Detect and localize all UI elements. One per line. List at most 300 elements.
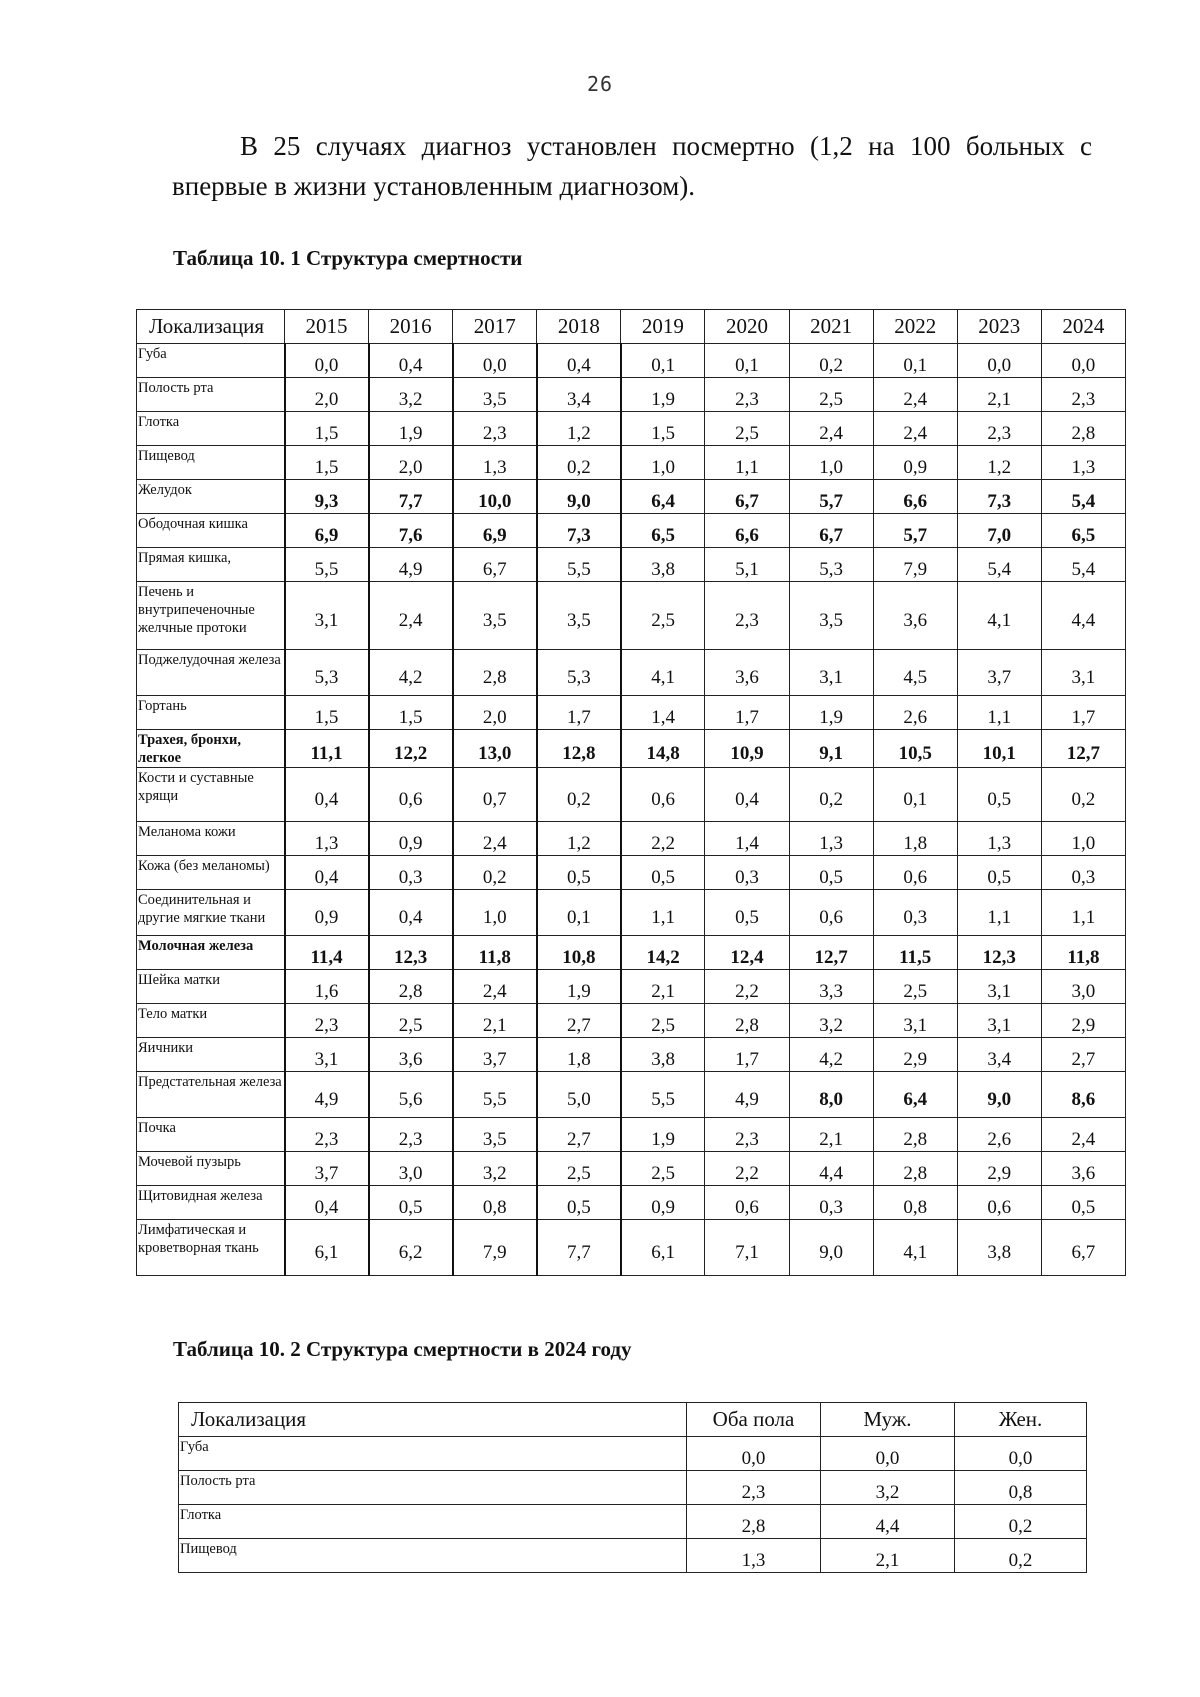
table1-row [137,856,1126,890]
table1-cell: 2,4 [873,412,957,446]
table1-cell: 2,3 [1041,378,1125,412]
table1-cell: 0,6 [369,768,453,822]
table2-row-label: Полость рта [179,1471,687,1505]
table1-cell: 1,3 [957,822,1041,856]
table1-cell: 1,1 [957,890,1041,936]
table1-cell: 0,4 [285,1186,369,1220]
table1-cell: 7,7 [369,480,453,514]
table1-header-year: 2021 [789,310,873,344]
table1-cell: 2,2 [705,970,789,1004]
table1-row [137,446,1126,480]
table1-cell: 13,0 [453,730,537,768]
table1-cell: 2,8 [873,1118,957,1152]
table1-cell: 1,1 [705,446,789,480]
table1-cell: 0,2 [789,768,873,822]
table1-cell: 14,8 [621,730,705,768]
table1-cell: 6,9 [453,514,537,548]
table1-cell: 0,6 [873,856,957,890]
table1-cell: 0,5 [537,1186,621,1220]
table1-row [137,412,1126,446]
table1-row [137,1004,1126,1038]
table1-cell: 2,8 [1041,412,1125,446]
table1-cell: 0,9 [369,822,453,856]
table1-cell: 4,1 [873,1220,957,1276]
table1-header-row [137,310,1126,344]
table1-header-year: 2023 [957,310,1041,344]
table1-cell: 6,1 [621,1220,705,1276]
table1-cell: 3,1 [957,970,1041,1004]
table1-cell: 1,5 [285,446,369,480]
table1-cell: 3,2 [369,378,453,412]
table1-cell: 1,3 [1041,446,1125,480]
table1-cell: 2,8 [705,1004,789,1038]
table1-cell: 6,7 [453,548,537,582]
table1-header-year: 2022 [873,310,957,344]
table1-cell: 12,3 [369,936,453,970]
table1-cell: 2,0 [453,696,537,730]
table1-cell: 11,8 [1041,936,1125,970]
table1-cell: 2,1 [789,1118,873,1152]
table1-cell: 7,3 [957,480,1041,514]
table2-cell: 0,2 [955,1539,1087,1573]
table1-cell: 1,5 [369,696,453,730]
table1-row-label: Поджелудочная железа [137,650,285,696]
table1-cell: 2,3 [285,1004,369,1038]
table1-cell: 2,4 [453,970,537,1004]
table1-cell: 1,9 [369,412,453,446]
table1-cell: 2,3 [705,1118,789,1152]
table1-cell: 9,0 [789,1220,873,1276]
table1-cell: 2,7 [537,1118,621,1152]
table1-cell: 11,5 [873,936,957,970]
table1-cell: 4,9 [285,1072,369,1118]
table1-cell: 2,3 [705,582,789,650]
table1-row-label: Шейка матки [137,970,285,1004]
table1-cell: 1,1 [957,696,1041,730]
table1-cell: 2,0 [285,378,369,412]
table1-cell: 0,3 [1041,856,1125,890]
table1-cell: 4,5 [873,650,957,696]
table1-cell: 2,3 [453,412,537,446]
table1-cell: 5,7 [789,480,873,514]
table1-cell: 2,5 [873,970,957,1004]
table1-cell: 3,8 [621,1038,705,1072]
table1-cell: 0,2 [453,856,537,890]
table1-cell: 0,2 [537,768,621,822]
table1-cell: 6,1 [285,1220,369,1276]
table1-cell: 0,9 [621,1186,705,1220]
table1-cell: 5,7 [873,514,957,548]
table1-cell: 2,1 [453,1004,537,1038]
table1-cell: 3,2 [453,1152,537,1186]
table1-cell: 10,9 [705,730,789,768]
table2-cell: 0,8 [955,1471,1087,1505]
table1-cell: 0,2 [537,446,621,480]
table1-cell: 2,4 [369,582,453,650]
table1-cell: 0,6 [957,1186,1041,1220]
table1-cell: 5,5 [285,548,369,582]
table1-row [137,970,1126,1004]
table1-cell: 1,4 [705,822,789,856]
table1-cell: 5,5 [621,1072,705,1118]
table1-cell: 0,5 [537,856,621,890]
table2-row-label: Пищевод [179,1539,687,1573]
table1-cell: 3,7 [957,650,1041,696]
table1-cell: 3,5 [453,378,537,412]
table1-row-label: Ободочная кишка [137,514,285,548]
table1-row [137,1220,1126,1276]
table1-cell: 0,5 [369,1186,453,1220]
table1-row [137,582,1126,650]
table1-cell: 3,6 [873,582,957,650]
table2-cell: 2,8 [687,1505,821,1539]
table1-cell: 0,8 [873,1186,957,1220]
table1-cell: 1,8 [873,822,957,856]
table1-cell: 0,3 [873,890,957,936]
table1-cell: 4,4 [1041,582,1125,650]
table1-cell: 2,6 [957,1118,1041,1152]
table1-cell: 1,3 [285,822,369,856]
table1-row-label: Печень и внутрипеченочные желчные протоки [137,582,285,650]
table1-cell: 2,5 [537,1152,621,1186]
table2-cell: 0,2 [955,1505,1087,1539]
table1-cell: 3,1 [285,1038,369,1072]
table1-cell: 1,9 [789,696,873,730]
table1-cell: 3,5 [789,582,873,650]
table1-row [137,1186,1126,1220]
table1-cell: 0,7 [453,768,537,822]
table1-cell: 2,9 [1041,1004,1125,1038]
table2-row [179,1437,1087,1471]
intro-paragraph [172,126,1092,206]
table1-row [137,696,1126,730]
table1-cell: 3,8 [957,1220,1041,1276]
table1-cell: 1,7 [1041,696,1125,730]
table1-cell: 1,9 [537,970,621,1004]
table1-cell: 0,1 [873,344,957,378]
table1-cell: 0,9 [873,446,957,480]
table1-row-label: Кожа (без меланомы) [137,856,285,890]
table1-cell: 1,0 [1041,822,1125,856]
table1-cell: 1,3 [789,822,873,856]
table1-cell: 2,4 [789,412,873,446]
table1-cell: 4,4 [789,1152,873,1186]
table1-cell: 0,5 [957,856,1041,890]
table1-cell: 7,6 [369,514,453,548]
table1-row [137,936,1126,970]
table1-cell: 1,3 [453,446,537,480]
table1-cell: 2,3 [285,1118,369,1152]
table1-cell: 0,6 [621,768,705,822]
table1-cell: 3,7 [285,1152,369,1186]
table1-cell: 1,7 [705,696,789,730]
table1-cell: 12,8 [537,730,621,768]
table1-cell: 8,6 [1041,1072,1125,1118]
table1-cell: 3,5 [453,1118,537,1152]
table2-row [179,1505,1087,1539]
table1-cell: 12,7 [1041,730,1125,768]
table1-cell: 2,9 [873,1038,957,1072]
table1-cell: 4,9 [369,548,453,582]
table1-cell: 0,9 [285,890,369,936]
table1-header-year: 2020 [705,310,789,344]
table1-cell: 3,6 [705,650,789,696]
table1-row [137,768,1126,822]
table1-cell: 3,6 [1041,1152,1125,1186]
table1-cell: 6,5 [1041,514,1125,548]
table1-header-year: 2017 [453,310,537,344]
table1-cell: 10,8 [537,936,621,970]
table1-cell: 5,5 [537,548,621,582]
table1-cell: 3,1 [873,1004,957,1038]
table1-row [137,890,1126,936]
table2-cell: 0,0 [955,1437,1087,1471]
table1-row-label: Глотка [137,412,285,446]
table1-cell: 5,0 [537,1072,621,1118]
table1-cell: 1,8 [537,1038,621,1072]
table1-cell: 1,5 [285,412,369,446]
table1-cell: 2,5 [621,582,705,650]
table1-row [137,1152,1126,1186]
mortality-structure-table [136,309,1126,1276]
table1-cell: 5,4 [957,548,1041,582]
table1-cell: 0,5 [789,856,873,890]
table1-cell: 0,2 [789,344,873,378]
table2-row-label: Губа [179,1437,687,1471]
table1-cell: 0,4 [285,856,369,890]
table1-cell: 5,4 [1041,548,1125,582]
table1-row [137,378,1126,412]
table1-row [137,822,1126,856]
table1-row-label: Гортань [137,696,285,730]
table1-row [137,650,1126,696]
table1-row-label: Пищевод [137,446,285,480]
table1-cell: 1,7 [705,1038,789,1072]
table1-header-year: 2024 [1041,310,1125,344]
table1-cell: 2,1 [957,378,1041,412]
table1-cell: 10,5 [873,730,957,768]
table2-cell: 2,3 [687,1471,821,1505]
table1-cell: 6,6 [873,480,957,514]
table1-cell: 7,9 [873,548,957,582]
table1-cell: 8,0 [789,1072,873,1118]
page-number: 26 [586,72,614,96]
table1-cell: 3,1 [957,1004,1041,1038]
table1-cell: 2,5 [369,1004,453,1038]
table1-cell: 6,7 [1041,1220,1125,1276]
table1-cell: 0,3 [789,1186,873,1220]
table1-cell: 3,6 [369,1038,453,1072]
table1-cell: 0,3 [705,856,789,890]
table1-cell: 7,7 [537,1220,621,1276]
table1-cell: 3,5 [537,582,621,650]
table1-row-label: Губа [137,344,285,378]
table1-cell: 0,5 [957,768,1041,822]
mortality-structure-2024-table [178,1402,1087,1573]
table1-cell: 10,1 [957,730,1041,768]
table1-cell: 0,0 [1041,344,1125,378]
table1-cell: 2,1 [621,970,705,1004]
table1-cell: 12,7 [789,936,873,970]
table1-cell: 2,2 [705,1152,789,1186]
table1-cell: 6,7 [705,480,789,514]
table1-cell: 2,4 [873,378,957,412]
table1-cell: 1,9 [621,1118,705,1152]
table1-cell: 0,5 [705,890,789,936]
table1-cell: 0,4 [369,890,453,936]
table1-cell: 2,8 [369,970,453,1004]
table1-cell: 11,4 [285,936,369,970]
table2-cell: 3,2 [821,1471,955,1505]
table1-cell: 3,0 [1041,970,1125,1004]
table1-cell: 2,5 [789,378,873,412]
table2-row [179,1539,1087,1573]
table1-cell: 3,1 [789,650,873,696]
table1-cell: 0,6 [705,1186,789,1220]
table1-cell: 14,2 [621,936,705,970]
table2-header-row [179,1403,1087,1437]
table1-cell: 5,3 [789,548,873,582]
table1-cell: 6,9 [285,514,369,548]
table1-cell: 3,7 [453,1038,537,1072]
table1-cell: 5,3 [537,650,621,696]
table1-header-year: 2015 [285,310,369,344]
table1-cell: 2,5 [621,1004,705,1038]
table1-row [137,480,1126,514]
table1-row [137,548,1126,582]
table1-cell: 0,3 [369,856,453,890]
table1-cell: 1,6 [285,970,369,1004]
table1-row [137,1118,1126,1152]
table1-cell: 3,1 [1041,650,1125,696]
table1-cell: 0,2 [1041,768,1125,822]
table1-row-label: Прямая кишка, [137,548,285,582]
table1-cell: 2,5 [621,1152,705,1186]
table1-cell: 2,0 [369,446,453,480]
table1-cell: 6,4 [621,480,705,514]
table1-cell: 2,6 [873,696,957,730]
table1-cell: 1,2 [957,446,1041,480]
table1-cell: 5,5 [453,1072,537,1118]
table1-cell: 1,0 [621,446,705,480]
table1-cell: 5,4 [1041,480,1125,514]
table1-cell: 0,1 [705,344,789,378]
table1-row-label: Кости и суставные хрящи [137,768,285,822]
table1-cell: 3,2 [789,1004,873,1038]
table1-cell: 5,1 [705,548,789,582]
table1-cell: 7,1 [705,1220,789,1276]
table1-cell: 7,3 [537,514,621,548]
table1-cell: 10,0 [453,480,537,514]
table1-row [137,730,1126,768]
table1-cell: 5,3 [285,650,369,696]
table1-row [137,514,1126,548]
table2-caption: Таблица 10. 2 Структура смертности в 2024 году [173,1337,632,1361]
table1-header-localization: Локализация [137,310,285,344]
table1-cell: 3,8 [621,548,705,582]
table1-cell: 4,2 [369,650,453,696]
table1-cell: 7,0 [957,514,1041,548]
table1-cell: 2,4 [1041,1118,1125,1152]
table1-cell: 6,6 [705,514,789,548]
table2-cell: 4,4 [821,1505,955,1539]
table1-cell: 0,4 [705,768,789,822]
table1-cell: 3,0 [369,1152,453,1186]
table1-cell: 4,1 [621,650,705,696]
table2-cell: 0,0 [821,1437,955,1471]
table1-cell: 1,1 [1041,890,1125,936]
table1-row-label: Мочевой пузырь [137,1152,285,1186]
table1-cell: 12,4 [705,936,789,970]
table2-cell: 2,1 [821,1539,955,1573]
table1-cell: 0,5 [621,856,705,890]
table1-cell: 2,8 [453,650,537,696]
table1-row-label: Тело матки [137,1004,285,1038]
table1-cell: 2,8 [873,1152,957,1186]
table1-cell: 2,2 [621,822,705,856]
table1-cell: 6,2 [369,1220,453,1276]
table1-row-label: Молочная железа [137,936,285,970]
table1-cell: 0,6 [789,890,873,936]
table1-cell: 3,3 [789,970,873,1004]
table1-cell: 2,3 [957,412,1041,446]
table1-header-year: 2016 [369,310,453,344]
table1-cell: 2,3 [369,1118,453,1152]
table1-cell: 6,7 [789,514,873,548]
table1-cell: 1,7 [537,696,621,730]
table1-cell: 3,5 [453,582,537,650]
table1-cell: 0,0 [957,344,1041,378]
intro-paragraph-text: В 25 случаях диагноз установлен посмертно (1,2 на 100 больных с впервые в жизни установленным диагнозом). [172,131,1092,201]
table1-row-label: Соединительная и другие мягкие ткани [137,890,285,936]
table1-cell: 0,1 [873,768,957,822]
table1-cell: 2,9 [957,1152,1041,1186]
table1-caption: Таблица 10. 1 Структура смертности [173,246,523,270]
table1-cell: 3,4 [537,378,621,412]
table1-row-label: Яичники [137,1038,285,1072]
table1-cell: 1,1 [621,890,705,936]
table1-cell: 0,8 [453,1186,537,1220]
table2-header-column: Муж. [821,1403,955,1437]
table1-cell: 0,4 [537,344,621,378]
table1-cell: 2,4 [453,822,537,856]
table1-cell: 4,1 [957,582,1041,650]
table1-cell: 1,2 [537,412,621,446]
table2-row [179,1471,1087,1505]
table1-cell: 0,5 [1041,1186,1125,1220]
table1-cell: 7,9 [453,1220,537,1276]
table1-cell: 0,0 [285,344,369,378]
table1-row-label: Полость рта [137,378,285,412]
table1-cell: 12,3 [957,936,1041,970]
table1-row [137,1072,1126,1118]
table1-cell: 12,2 [369,730,453,768]
table1-row-label: Предстательная железа [137,1072,285,1118]
table1-cell: 3,4 [957,1038,1041,1072]
table1-cell: 0,1 [621,344,705,378]
table1-cell: 5,6 [369,1072,453,1118]
table2-cell: 1,3 [687,1539,821,1573]
table1-cell: 2,7 [537,1004,621,1038]
table1-cell: 1,5 [285,696,369,730]
table1-row-label: Лимфатическая и кроветворная ткань [137,1220,285,1276]
table1-cell: 11,1 [285,730,369,768]
table1-cell: 0,4 [285,768,369,822]
table2-header-localization: Локализация [179,1403,687,1437]
table1-cell: 0,0 [453,344,537,378]
table1-row-label: Желудок [137,480,285,514]
table1-cell: 4,2 [789,1038,873,1072]
